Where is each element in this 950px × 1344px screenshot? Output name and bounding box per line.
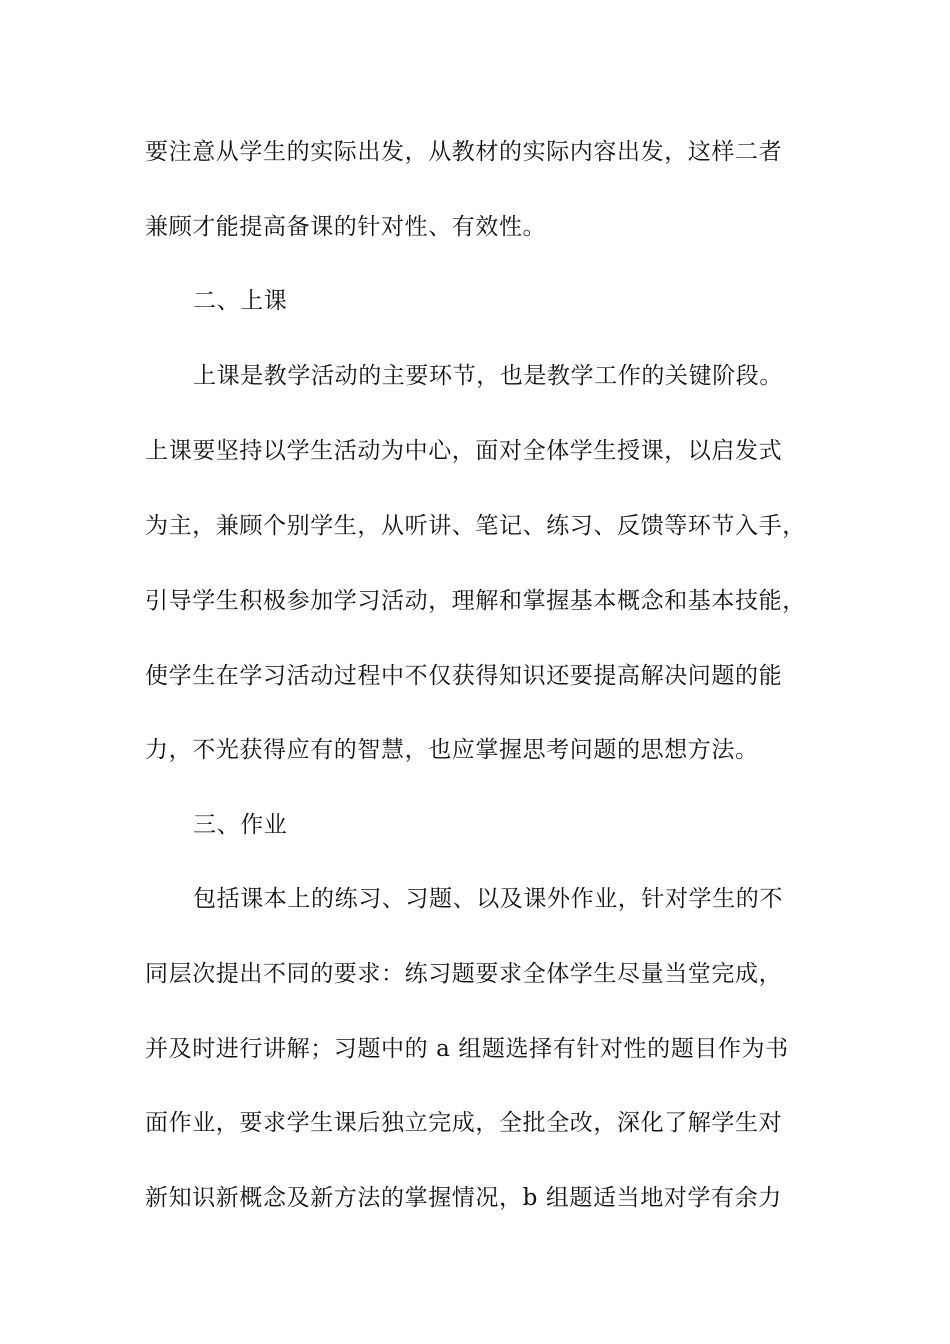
text-line: 包括课本上的练习、习题、以及课外作业，针对学生的不 bbox=[193, 886, 783, 912]
section-heading: 三、作业 bbox=[193, 812, 288, 838]
text-line: 力，不光获得应有的智慧，也应掌握思考问题的思想方法。 bbox=[145, 737, 759, 763]
text-line: 使学生在学习活动过程中不仅获得知识还要提高解决问题的能 bbox=[145, 663, 783, 689]
text-line: 为主，兼顾个别学生，从听讲、笔记、练习、反馈等环节入手， bbox=[145, 513, 806, 539]
text-line: 上课是教学活动的主要环节，也是教学工作的关键阶段。 bbox=[193, 363, 783, 389]
text-line: 新知识新概念及新方法的掌握情况，b 组题适当地对学有余力 bbox=[145, 1185, 782, 1211]
section-heading: 二、上课 bbox=[193, 288, 288, 314]
text-line: 同层次提出不同的要求：练习题要求全体学生尽量当堂完成， bbox=[145, 961, 783, 987]
text-line: 上课要坚持以学生活动为中心，面对全体学生授课，以启发式 bbox=[145, 438, 783, 464]
text-line: 引导学生积极参加学习活动，理解和掌握基本概念和基本技能， bbox=[145, 588, 806, 614]
text-line: 要注意从学生的实际出发，从教材的实际内容出发，这样二者 bbox=[145, 139, 783, 165]
text-line: 面作业，要求学生课后独立完成，全批全改，深化了解学生对 bbox=[145, 1110, 783, 1136]
text-line: 兼顾才能提高备课的针对性、有效性。 bbox=[145, 214, 547, 240]
text-line: 并及时进行讲解；习题中的 a 组题选择有针对性的题目作为书 bbox=[145, 1036, 789, 1062]
